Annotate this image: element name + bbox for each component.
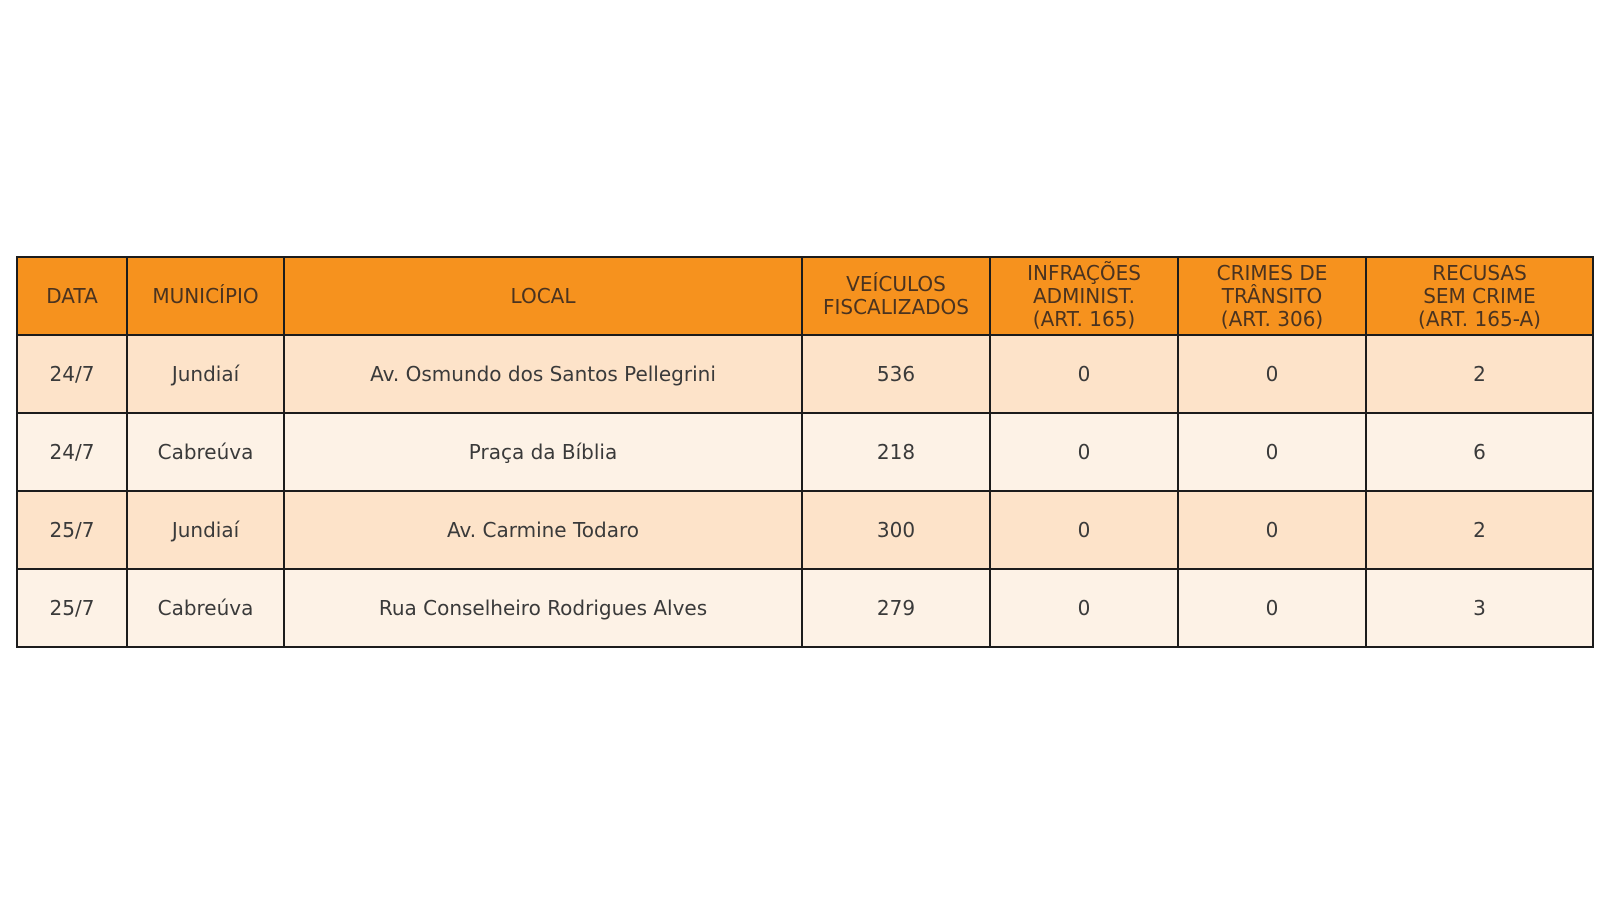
cell-infracoes: 0 <box>990 569 1178 647</box>
cell-local: Av. Carmine Todaro <box>284 491 802 569</box>
header-row <box>17 257 1593 335</box>
cell-municipio: Jundiaí <box>127 335 284 413</box>
cell-infracoes: 0 <box>990 491 1178 569</box>
cell-municipio: Cabreúva <box>127 569 284 647</box>
cell-data: 24/7 <box>17 413 127 491</box>
header-local: LOCAL <box>284 257 802 335</box>
header-municipio: MUNICÍPIO <box>127 257 284 335</box>
cell-data: 25/7 <box>17 569 127 647</box>
cell-local: Av. Osmundo dos Santos Pellegrini <box>284 335 802 413</box>
cell-data: 24/7 <box>17 335 127 413</box>
cell-recusas: 3 <box>1366 569 1593 647</box>
table-row <box>17 491 1593 569</box>
fiscalization-table <box>16 256 1594 648</box>
cell-infracoes: 0 <box>990 335 1178 413</box>
cell-recusas: 2 <box>1366 335 1593 413</box>
cell-recusas: 6 <box>1366 413 1593 491</box>
cell-crimes: 0 <box>1178 413 1366 491</box>
fiscalization-table-container <box>16 256 1592 648</box>
cell-veiculos: 300 <box>802 491 990 569</box>
table-body <box>17 335 1593 647</box>
table-row <box>17 569 1593 647</box>
header-data: DATA <box>17 257 127 335</box>
table-row <box>17 413 1593 491</box>
cell-crimes: 0 <box>1178 569 1366 647</box>
table-row <box>17 335 1593 413</box>
table-header <box>17 257 1593 335</box>
cell-crimes: 0 <box>1178 491 1366 569</box>
cell-veiculos: 279 <box>802 569 990 647</box>
cell-veiculos: 218 <box>802 413 990 491</box>
cell-local: Rua Conselheiro Rodrigues Alves <box>284 569 802 647</box>
header-recusas-sem-crime: RECUSAS SEM CRIME (ART. 165-A) <box>1366 257 1593 335</box>
header-veiculos-fiscalizados: VEÍCULOS FISCALIZADOS <box>802 257 990 335</box>
header-crimes-de-transito: CRIMES DE TRÂNSITO (ART. 306) <box>1178 257 1366 335</box>
cell-recusas: 2 <box>1366 491 1593 569</box>
header-infracoes-administ: INFRAÇÕES ADMINIST. (ART. 165) <box>990 257 1178 335</box>
cell-municipio: Cabreúva <box>127 413 284 491</box>
cell-municipio: Jundiaí <box>127 491 284 569</box>
cell-veiculos: 536 <box>802 335 990 413</box>
cell-crimes: 0 <box>1178 335 1366 413</box>
cell-infracoes: 0 <box>990 413 1178 491</box>
cell-data: 25/7 <box>17 491 127 569</box>
cell-local: Praça da Bíblia <box>284 413 802 491</box>
